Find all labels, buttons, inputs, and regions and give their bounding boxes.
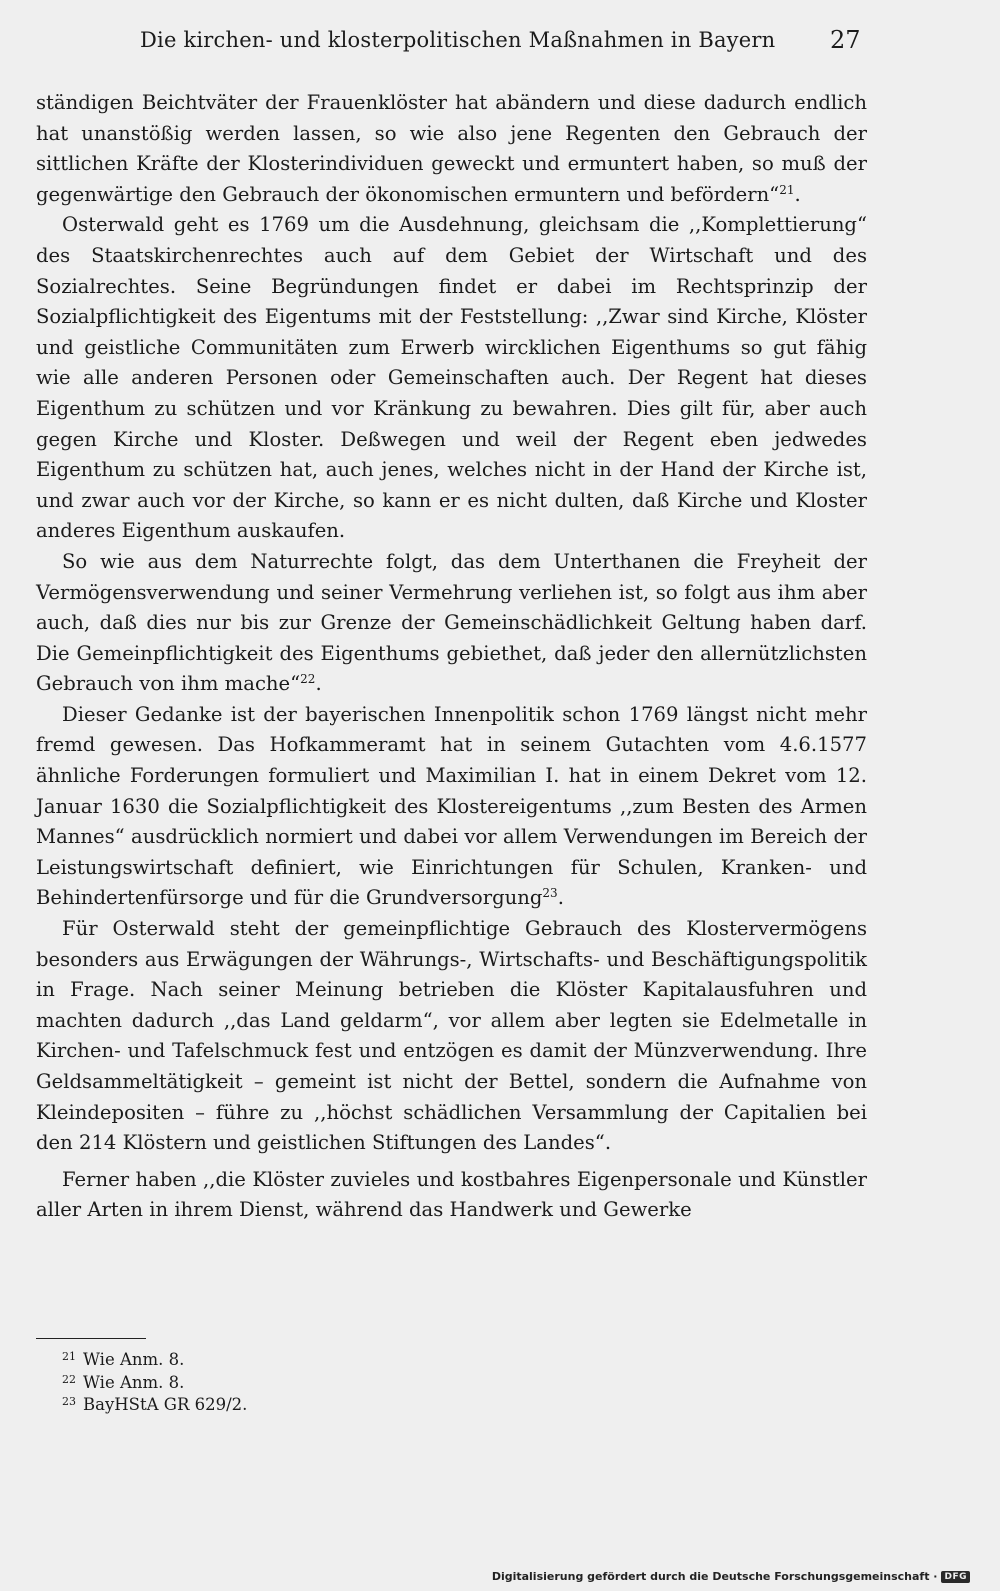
footnote-number: 22: [62, 1372, 76, 1386]
footnote-ref-22[interactable]: 22: [300, 672, 316, 687]
paragraph-3-tail: .: [315, 672, 322, 696]
paragraph-4: [36, 700, 867, 914]
paragraph-4-tail: .: [557, 886, 564, 910]
dfg-logo: DFG: [941, 1571, 970, 1583]
paragraph-5: Für Osterwald steht der gemeinpflichtige Gebrauch des Klostervermögens besonders aus Erwägungen der Währungs-, Wirtschafts- und Beschäftigungspolitik in Frage. Nach seiner Meinung betrieben die Klöster Kapitalausfuhren und machten dadurch ,,das Land geldarm“, vor allem aber legten sie Edelmetalle in Kirchen- und Tafelschmuck fest und entzögen es damit der Münzverwendung. Ihre Geldsammeltätigkeit – gemeint ist nicht der Bettel, sondern die Aufnahme von Kleindepositen – führe zu ,,höchst schädlichen Versammlung der Capitalien bei den 214 Klöstern und geistlichen Stiftungen des Landes“.: [36, 917, 867, 1155]
paragraph-2: Osterwald geht es 1769 um die Ausdehnung, gleichsam die ,,Komplettierung“ des Staatskirchenrechtes auch auf dem Gebiet der Wirtschaft und des Sozialrechtes. Seine Begründungen findet er dabei im Rechtsprinzip der Sozialpflichtigkeit des Eigentums mit der Feststellung: ,,Zwar sind Kirche, Klöster und geistliche Communitäten zum Erwerb wircklichen Eigenthums so gut fähig wie alle anderen Personen oder Gemeinschaften auch. Der Regent hat dieses Eigenthum zu schützen und vor Kränkung zu bewahren. Dies gilt für, aber auch gegen Kirche und Kloster. Deßwegen und weil der Regent eben jedwedes Eigenthum zu schützen hat, auch jenes, welches nicht in der Hand der Kirche ist, und zwar auch vor der Kirche, so kann er es nicht dulten, daß Kirche und Kloster anderes Eigenthum auskaufen.: [36, 213, 867, 543]
footnote-text: Wie Anm. 8.: [83, 1372, 185, 1392]
footnote-23: [62, 1394, 247, 1417]
paragraph-1: [36, 88, 867, 210]
paragraph-1-tail: .: [794, 182, 801, 206]
footnote-22: [62, 1372, 247, 1395]
footnote-ref-21[interactable]: 21: [779, 182, 795, 197]
footnotes: [62, 1349, 247, 1417]
paragraph-1-text: ständigen Beichtväter der Frauenklöster hat abändern und diese dadurch endlich hat unanstößig werden lassen, so wie also jene Regenten den Gebrauch der sittlichen Kräfte der Klosterindividuen geweckt und ermuntert haben, so muß der gegenwärtige den Gebrauch der ökonomischen ermuntern und befördern“: [36, 91, 867, 206]
page-number: 27: [830, 26, 861, 54]
footnote-text: Wie Anm. 8.: [83, 1350, 185, 1369]
paragraph-6: Ferner haben ,,die Klöster zuvieles und kostbahres Eigenpersonale und Künstler aller Arten in ihrem Dienst, während das Handwerk und Gewerke: [36, 1167, 867, 1222]
body-text: [36, 88, 867, 1226]
paragraph-3: [36, 547, 867, 700]
footnote-divider: [36, 1338, 146, 1339]
footnote-21: [62, 1349, 247, 1372]
footnote-number: 23: [62, 1395, 76, 1408]
footnote-number: 21: [62, 1350, 76, 1363]
paragraph-3-text: So wie aus dem Naturrechte folgt, das dem Unterthanen die Freyheit der Vermögensverwendung und seiner Vermehrung verliehen ist, so folgt aus ihm aber auch, daß dies nur bis zur Grenze der Gemeinschädlichkeit Geltung haben darf. Die Gemeinpflichtigkeit des Eigenthums gebiethet, daß jeder den allernützlichsten Gebrauch von ihm mache“: [36, 549, 867, 696]
footnote-text: BayHStA GR 629/2.: [83, 1395, 248, 1414]
footnote-ref-23[interactable]: 23: [542, 886, 558, 901]
digitization-credit: [492, 1570, 970, 1583]
running-title: Die kirchen- und klosterpolitischen Maßnahmen in Bayern: [140, 28, 776, 52]
credit-text: Digitalisierung gefördert durch die Deutsche Forschungsgemeinschaft ·: [491, 1570, 938, 1583]
paragraph-4-text: Dieser Gedanke ist der bayerischen Innenpolitik schon 1769 längst nicht mehr fremd gewesen. Das Hofkammeramt hat in seinem Gutachten vom 4.6.1577 ähnliche Forderungen formuliert und Maximilian I. hat in einem Dekret vom 12. Januar 1630 die Sozialpflichtigkeit des Klostereigentums ,,zum Besten des Armen Mannes“ ausdrücklich normiert und dabei vor allem Verwendungen im Bereich der Leistungswirtschaft definiert, wie Einrichtungen für Schulen, Kranken- und Behindertenfürsorge und für die Grundversorgung: [36, 702, 867, 910]
